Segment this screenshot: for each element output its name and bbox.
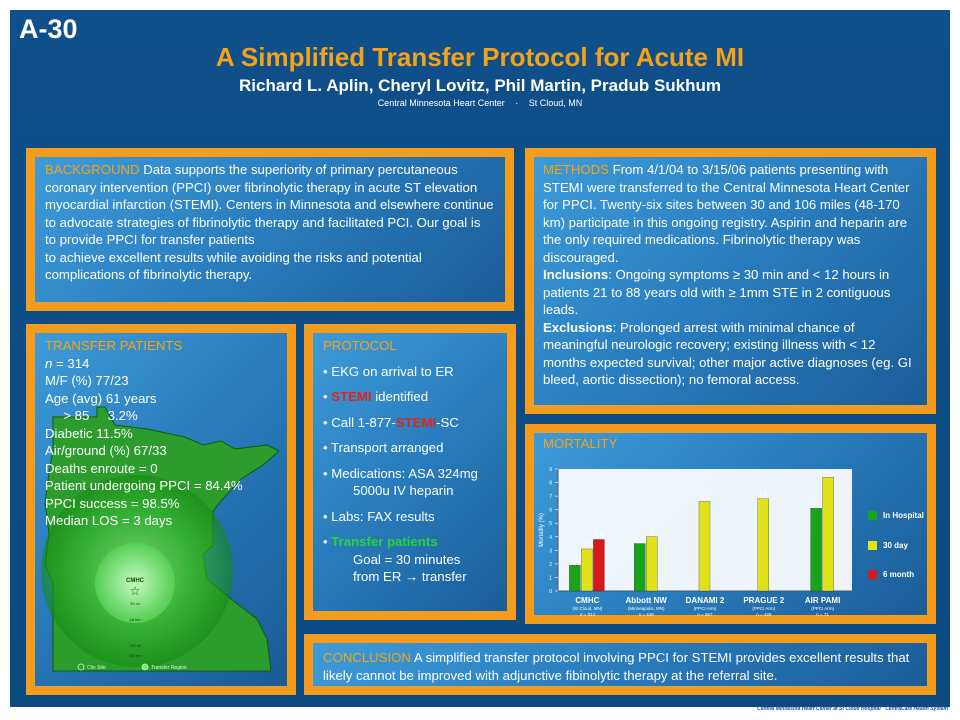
exclusions-text: : Prolonged arrest with minimal chance of meaningful neurologic recovery; existing illness with < 12 months expected survival; other major active diagnoses (eg. GI bleed, aortic dissection); no femoral access. bbox=[543, 319, 912, 387]
ring-label-160km: 160 km bbox=[128, 653, 142, 658]
legend-label: 6 month bbox=[883, 570, 915, 579]
institution-location: St Cloud, MN bbox=[528, 98, 583, 108]
ring-label-48km: 48 km bbox=[129, 617, 141, 622]
goal-line: Goal = 30 minutes bbox=[353, 551, 461, 567]
medications-line1: • Medications: ASA 324mg bbox=[323, 465, 478, 481]
legend-swatch bbox=[868, 570, 877, 579]
goal-line-2: from ER → transfer bbox=[353, 569, 467, 584]
x-category-label: Abbott NW bbox=[625, 596, 667, 605]
bar bbox=[758, 499, 769, 591]
background-text: Data supports the superiority of primary percutaneous coronary intervention (PPCI) over fibrinolytic therapy in acute ST elevation myocardial infarction (STEMI). Centers in Minnesota and elsewhere continue to advocate strategies of fibrinolytic therapy and facilitated PCI. Our goal is to provide PPCI for transfer patients bbox=[45, 162, 494, 247]
protocol-panel bbox=[304, 324, 516, 620]
n-value: = 314 bbox=[52, 355, 90, 371]
mortality-heading: MORTALITY bbox=[543, 436, 618, 451]
transfer-line: M/F (%) 77/23 bbox=[45, 373, 129, 388]
star-icon: ☆ bbox=[129, 584, 141, 598]
transfer-stats bbox=[45, 337, 277, 530]
protocol-item-call bbox=[323, 414, 497, 432]
protocol-heading: PROTOCOL bbox=[323, 338, 397, 353]
protocol-item-transport: • Transport arranged bbox=[323, 440, 444, 455]
x-category-label: PRAGUE 2 bbox=[743, 596, 785, 605]
transfer-n bbox=[45, 355, 277, 373]
transfer-line: Age (avg) 61 years bbox=[45, 390, 157, 406]
transfer-line: PPCI success = 98.5% bbox=[45, 495, 180, 511]
x-category-sub1: (PPCI Arm) bbox=[752, 606, 776, 611]
bar bbox=[593, 539, 604, 591]
bar bbox=[569, 565, 580, 591]
x-category-sub1: (Minneapolis, MN) bbox=[627, 606, 665, 611]
data-label: 3.1 bbox=[583, 541, 591, 548]
transfer-line: Air/ground (%) 67/33 bbox=[45, 443, 167, 458]
x-category-sub1: (PPCI Arm) bbox=[693, 606, 717, 611]
protocol-item-medications bbox=[323, 465, 497, 500]
x-category-sub2: n = 429 bbox=[756, 612, 772, 617]
poster-footer bbox=[757, 706, 948, 712]
transfer-line: Deaths enroute = 0 bbox=[45, 460, 158, 476]
bar bbox=[699, 502, 710, 591]
institution-separator: · bbox=[515, 98, 519, 108]
y-axis-label: Mortality (%) bbox=[539, 513, 545, 547]
chart-legend bbox=[868, 507, 924, 596]
n-label: n bbox=[45, 355, 53, 371]
inclusions-label: Inclusions bbox=[543, 267, 609, 282]
methods-text: From 4/1/04 to 3/15/06 patients presenting with STEMI were transferred to the Central Minnesota Heart Center for PPCI. Twenty-six sites between 30 and 106 miles (48-170 km) participate in this ongoing registry. Aspirin and heparin are the only required medications. Fibrinolytic therapy was discouraged. bbox=[543, 162, 910, 265]
data-label: 6.6 bbox=[700, 494, 709, 501]
protocol-item-ekg: • EKG on arrival to ER bbox=[323, 363, 454, 379]
data-label: 3.5 bbox=[635, 536, 644, 543]
stemi-highlight: STEMI bbox=[331, 389, 372, 404]
x-category-label: DANAMI 2 bbox=[685, 596, 725, 605]
y-tick-label: 4 bbox=[549, 534, 552, 541]
y-tick-label: 9 bbox=[549, 467, 552, 473]
y-tick-label: 2 bbox=[549, 561, 552, 568]
conclusion-text: A simplified transfer protocol involving PPCI for STEMI provides excellent results that likely cannot be improved with adjunctive fibinolytic therapy at the referral site. bbox=[323, 650, 910, 683]
legend-in-hospital bbox=[868, 507, 924, 525]
stemi-rest: identified bbox=[371, 389, 429, 404]
ring-label-100mi: 100 mi bbox=[128, 643, 142, 648]
y-tick-label: 7 bbox=[549, 494, 552, 501]
x-category-sub2: n = 71 bbox=[816, 612, 829, 617]
data-label: 6.1 bbox=[812, 501, 820, 508]
x-category-sub2: n = 567 bbox=[697, 612, 713, 617]
institution-name: Central Minnesota Heart Center bbox=[377, 98, 505, 108]
data-label: 1.9 bbox=[571, 558, 579, 565]
y-tick-label: 1 bbox=[549, 575, 552, 582]
transfer-line: Median LOS = 3 days bbox=[45, 513, 173, 528]
x-category-label: AIR PAMI bbox=[804, 596, 841, 605]
x-category-sub1: (St Cloud, MN) bbox=[572, 606, 603, 611]
poster-title: A Simplified Transfer Protocol for Acute MI bbox=[215, 42, 745, 72]
protocol-item-stemi bbox=[323, 388, 497, 406]
legend-transfer-region: Transfer Region bbox=[151, 665, 187, 671]
data-label: 4 bbox=[650, 529, 654, 536]
bar bbox=[811, 508, 822, 591]
bullet: • bbox=[323, 534, 332, 549]
legend-swatch bbox=[868, 511, 877, 520]
legend-30-day bbox=[868, 537, 924, 555]
ring-label-30mi: 30 mi bbox=[130, 601, 140, 606]
legend-label: In Hospital bbox=[883, 511, 924, 520]
protocol-item-labs: • Labs: FAX results bbox=[323, 508, 435, 524]
y-tick-label: 0 bbox=[549, 589, 552, 595]
call-suffix: -SC bbox=[436, 414, 459, 430]
clin-site-legend-icon bbox=[78, 664, 84, 670]
background-panel bbox=[26, 148, 514, 311]
transfer-highlight: Transfer patients bbox=[331, 534, 438, 549]
x-category-sub1: (PPCI Arm) bbox=[811, 606, 834, 611]
poster-institution bbox=[0, 98, 960, 108]
poster-code: A-30 bbox=[19, 14, 78, 44]
legend-6-month bbox=[868, 566, 924, 584]
y-tick-label: 8 bbox=[549, 480, 552, 487]
bar bbox=[823, 477, 834, 591]
methods-heading: METHODS bbox=[543, 162, 609, 177]
transfer-patients-panel bbox=[26, 324, 296, 695]
conclusion-panel bbox=[304, 634, 936, 695]
legend-swatch bbox=[868, 541, 877, 550]
footer-left: Central Minnesota Heart Center at St Cloud Hospital bbox=[757, 706, 881, 712]
footer-dot: · bbox=[882, 706, 884, 712]
call-prefix: • Call 1-877- bbox=[323, 414, 396, 430]
bar bbox=[646, 537, 657, 591]
y-tick-label: 5 bbox=[549, 521, 552, 528]
conclusion-heading: CONCLUSION bbox=[323, 650, 411, 665]
background-heading: BACKGROUND bbox=[45, 162, 140, 177]
protocol-item-transfer bbox=[323, 533, 497, 586]
medications-line2: 5000u IV heparin bbox=[353, 483, 454, 498]
call-stemi: STEMI bbox=[395, 414, 437, 430]
bar bbox=[634, 544, 645, 591]
poster-authors: Richard L. Aplin, Cheryl Lovitz, Phil Martin, Pradub Sukhum bbox=[238, 76, 722, 95]
data-label: 3.8 bbox=[595, 532, 603, 539]
y-tick-label: 6 bbox=[549, 507, 552, 514]
transfer-line: > 85 3.2% bbox=[45, 408, 138, 423]
footer-right: CentraCare Health System bbox=[885, 706, 948, 712]
transfer-region-legend-icon bbox=[142, 664, 148, 670]
map-center-label: CMHC bbox=[126, 578, 144, 584]
background-text-2: to achieve excellent results while avoiding the risks and potential complications of fibrinolytic therapy. bbox=[45, 249, 422, 282]
data-label: 6.8 bbox=[759, 491, 768, 498]
bullet: • bbox=[323, 389, 332, 404]
legend-clin-site: Clin Site bbox=[87, 665, 106, 671]
transfer-line: Patient undergoing PPCI = 84.4% bbox=[45, 478, 243, 493]
legend-label: 30 day bbox=[883, 540, 908, 550]
methods-panel bbox=[525, 148, 936, 414]
x-category-sub2: n = 448 bbox=[638, 612, 654, 617]
data-label: 8.4 bbox=[824, 470, 832, 477]
transfer-heading: TRANSFER PATIENTS bbox=[45, 338, 183, 353]
y-tick-label: 3 bbox=[549, 548, 552, 555]
inclusions-text: : Ongoing symptoms ≥ 30 min and < 12 hours in patients 21 to 88 years old with ≥ 1mm STE in 2 contiguous leads. bbox=[543, 267, 891, 317]
x-category-label: CMHC bbox=[575, 596, 600, 605]
mortality-panel bbox=[525, 424, 936, 624]
bar bbox=[581, 549, 592, 591]
transfer-line: Diabetic 11.5% bbox=[45, 425, 133, 441]
x-category-sub2: n = 314 bbox=[579, 612, 595, 617]
exclusions-label: Exclusions bbox=[543, 319, 613, 335]
